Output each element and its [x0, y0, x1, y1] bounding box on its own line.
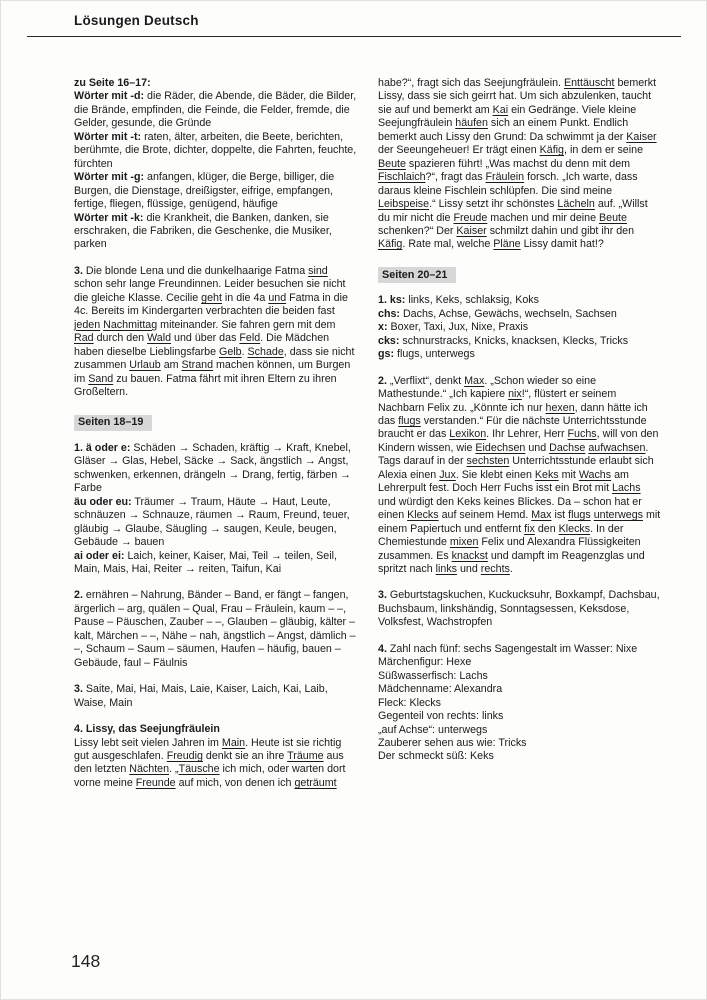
solution-block-task3-story: 3. Die blonde Lena und die dunkelhaarige Fatma sind schon sehr lange Freundinnen. Leider besuchen sie nicht die gleiche Klasse. Cecilie geht in die 4a und Fatma in die 4c. Bereits im Kindergarten verbrachten die beiden fast jeden Nachmittag miteinander. Sie fahren gern mit dem Rad durch den Wald und über das Feld. Die Mädchen haben dieselbe Lieblingsfarbe Gelb. Schade, dass sie nicht zusammen Urlaub am Strand machen können, um Burgen im Sand zu bauen. Fatma fährt mit ihren Eltern zu ihren Großeltern. — [74, 264, 355, 398]
section-label-wrap — [74, 412, 357, 431]
page-title: Lösungen Deutsch — [74, 13, 199, 28]
section-label-wrap — [378, 265, 661, 284]
left-column — [74, 77, 357, 803]
solution-block-task1-umlauts: 1. ä oder e: Schäden → Schaden, kräftig → Kraft, Knebel, Gläser → Glas, Hebel, Säcke → Sack, ängstlich → Angst, schwenken, erkennen, drängeln → Drang, fertig, färben → Farbe äu oder eu: Träumer → Traum, Häute → Haut, Leute, schnäuzen → Schnauze, räumen → Raum, Freund, teuer, gläubig → Glaube, Säugling → saugen, Keule, beugen, Gebäude → bauen ai oder ei: Laich, keiner, Kaiser, Mai, Teil → teilen, Seil, Main, Mais, Hai, Reiter → reiten, Taifun, Kai — [74, 441, 351, 575]
solution-block-seite-16-17-words: zu Seite 16–17: Wörter mit -d: die Räder, die Abende, die Bäder, die Bilder, die Brände, empfinden, die Feinde, die Felder, fremde, die Gelder, gesunde, die Gründe Wörter mit -t: raten, älter, arbeiten, die Beete, berichten, berühmte, die Brote, dichter, doppelte, die Fahrten, feuchte, fürchten Wörter mit -g: anfangen, klüger, die Berge, billiger, die Burgen, die Dienstage, dreißigster, eifrige, empfangen, fertige, fliegen, flüssige, genügend, häufige Wörter mit -k: die Krankheit, die Banken, danken, sie erschraken, die Fabriken, die Geschenke, die Musiker, parken — [74, 77, 357, 251]
solution-block-task1-ks-list: 1. ks: links, Keks, schlaksig, Koks chs: Dachs, Achse, Gewächs, wechseln, Sachsen x: Boxer, Taxi, Jux, Nixe, Praxis cks: schnurstracks, Knicks, knacksen, Klecks, Tricks gs: flugs, unterwegs — [378, 294, 629, 361]
section-label-seiten-20-21: Seiten 20–21 — [378, 267, 456, 283]
section-label-seiten-18-19: Seiten 18–19 — [74, 415, 152, 431]
content-columns — [0, 37, 707, 803]
solution-block-task3-ai-words: 3. Saite, Mai, Hai, Mais, Laie, Kaiser, Laich, Kai, Laib, Waise, Main — [74, 683, 328, 709]
solution-block-task2-word-pairs: 2. ernähren – Nahrung, Bänder – Band, er fängt – fangen, ärgerlich – arg, quälen – Qual, Frau – Fräulein, kaum – –, Pause – Päuschen, Zauber – –, Glauben – gläubig, kälter – kalt, Märchen – –, Nähe – nah, ängstlich – Angst, dämlich – –, Schaum – Saum – säumen, Haufen – häufig, bauen – Gebäude, faul – Fäulnis — [74, 589, 356, 669]
solution-block-task4-riddle-answers: 4. Zahl nach fünf: sechs Sagengestalt im Wasser: Nixe Märchenfigur: Hexe Süßwasserfisch: Lachs Mädchenname: Alexandra Fleck: Klecks Gegenteil von rechts: links „auf Achse“: unterwegs Zauberer sehen aus wie: Tricks Der schmeckt süß: Keks — [378, 642, 638, 763]
page-number: 148 — [71, 951, 101, 971]
solution-block-task3-compound-words: 3. Geburtstagskuchen, Kuckucksuhr, Boxkampf, Dachsbau, Buchsbaum, linkshändig, Sonntagsessen, Keksdose, Volksfest, Wachstropfen — [378, 589, 660, 629]
page-header — [0, 0, 707, 28]
solution-block-lissy-continuation: habe?“, fragt sich das Seejungfräulein. Enttäuscht bemerkt Lissy, dass sie sich geirrt hat. Um sich abzulenken, taucht sie auf und bemerkt am Kai ein Gedränge. Viele kleine Seejungfräulein häufen sich an einem Punkt. Endlich bemerkt auch Lissy den Grund: Da schwimmt ja der Kaiser der Seeungeheuer! Er trägt einen Käfig, in dem er seine Beute spazieren führt! „Was machst du denn mit dem Fischlaich?“, fragt das Fräulein forsch. „Ich warte, dass daraus kleine Fischlein schlüpfen. Die sind meine Leibspeise.“ Lissy setzt ihr schönstes Lächeln auf. „Willst du mir nicht die Freude machen und mir deine Beute schenken?“ Der Kaiser schmilzt dahin und gibt ihr den Käfig. Rate mal, welche Pläne Lissy damit hat!? — [378, 77, 657, 251]
solution-block-task4-lissy-intro: 4. Lissy, das Seejungfräulein Lissy lebt seit vielen Jahren im Main. Heute ist sie richtig gut ausgeschlafen. Freudig denkt sie an ihre Träume aus den letzten Nächten. „Täusche ich mich, oder warten dort vorne meine Freunde auf mich, von denen ich geträumt — [74, 723, 346, 789]
solution-block-task2-max-story: 2. „Verflixt“, denkt Max. „Schon wieder so eine Mathestunde.“ „Ich kapiere nix!“, flüstert er seinem Nachbarn Felix zu. „Könnte ich nur hexen, dann hätte ich das flugs verstanden.“ Für die nächste Unterrichtsstunde braucht er das Lexikon. Ihr Lehrer, Herr Fuchs, will von den Kindern wissen, wie Eidechsen und Dachse aufwachsen. Tags darauf in der sechsten Unterrichtsstunde erlaubt sich Alexia einen Jux. Sie klebt einen Keks mit Wachs am Lehrerpult fest. Doch Herr Fuchs isst ein Brot mit Lachs und würdigt den Keks keines Blickes. Da – schon hat er einen Klecks auf seinem Hemd. Max ist flugs unterwegs mit einem Papiertuch und entfernt fix den Klecks. In der Chemiestunde mixen Felix und Alexandra Flüssigkeiten zusammen. Es knackst und dampft im Reagenzglas und spritzt nach links und rechts. — [378, 374, 661, 575]
right-column — [378, 77, 661, 803]
